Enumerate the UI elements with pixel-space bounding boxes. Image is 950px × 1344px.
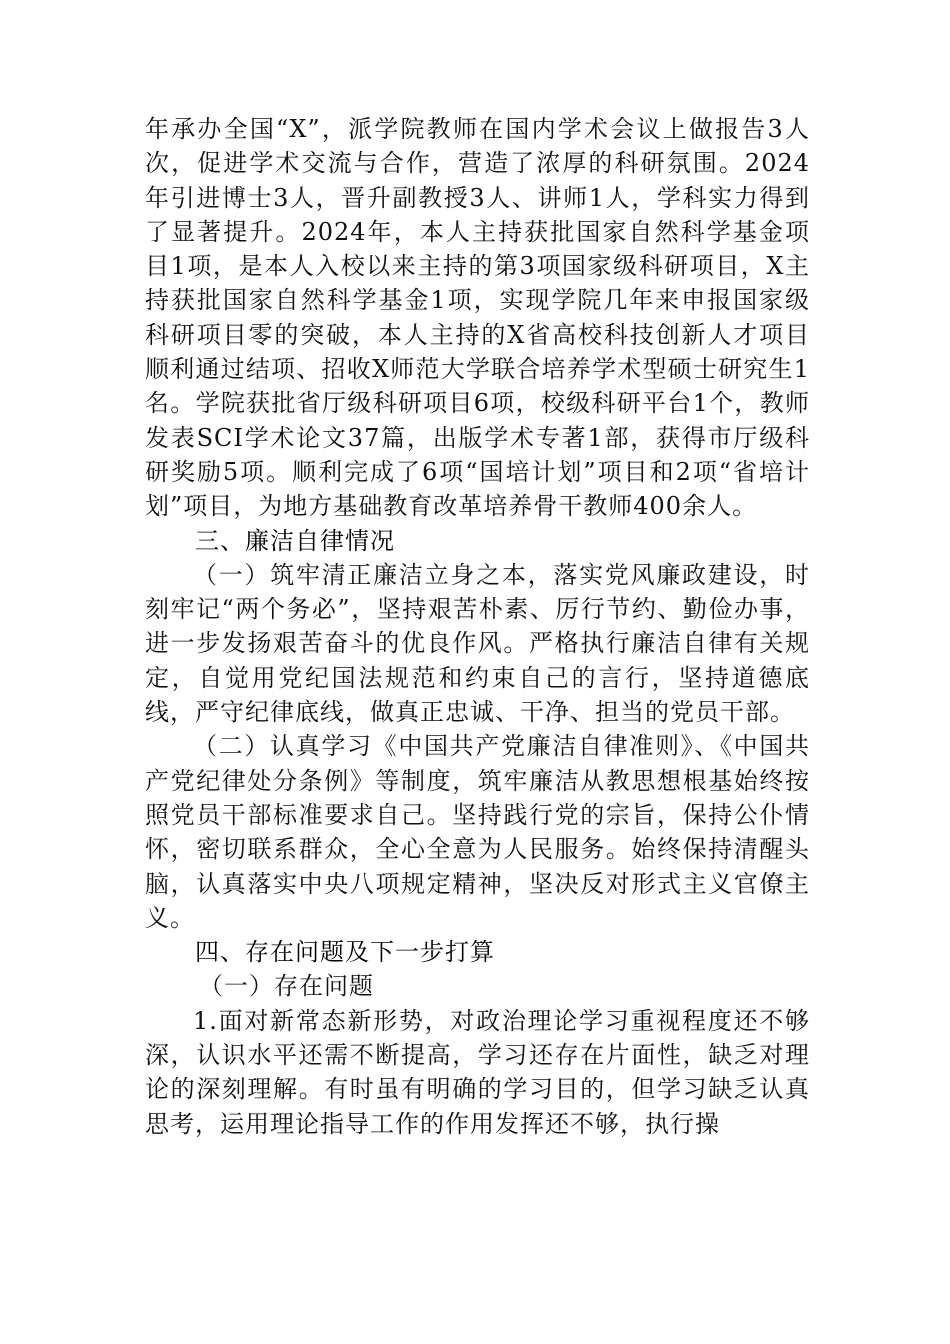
document-page [145, 112, 810, 1141]
section-heading-integrity: 三、廉洁自律情况 [195, 526, 395, 555]
paragraph-integrity-2: （二）认真学习《中国共产党廉洁自律准则》、《中国共产党纪律处分条例》等制度，筑牢廉洁从教思想根基始终按照党员干部标准要求自己。坚持践行党的宗旨，保持公仆情怀，密切联系群众，全心全意为人民服务。始终保持清醒头脑，认真落实中央八项规定精神，坚决反对形式主义官僚主义。 [145, 732, 810, 932]
paragraph-problem-1: 1.面对新常态新形势，对政治理论学习重视程度还不够深，认识水平还需不断提高，学习还存在片面性，缺乏对理论的深刻理解。有时虽有明确的学习目的，但学习缺乏认真思考，运用理论指导工作的作用发挥还不够，执行操 [145, 1006, 810, 1138]
subheading-existing-problems: （一）存在问题 [199, 972, 374, 1001]
paragraph-integrity-1: （一）筑牢清正廉洁立身之本，落实党风廉政建设，时刻牢记“两个务必”，坚持艰苦朴素、厉行节约、勤俭办事，进一步发扬艰苦奋斗的优良作风。严格执行廉洁自律有关规定，自觉用党纪国法规范和约束自己的言行，坚持道德底线，严守纪律底线，做真正忠诚、干净、担当的党员干部。 [145, 560, 810, 727]
section-heading-problems: 四、存在问题及下一步打算 [195, 938, 495, 967]
paragraph-research-achievements: 年承办全国“X”，派学院教师在国内学术会议上做报告3人次，促进学术交流与合作，营造了浓厚的科研氛围。2024年引进博士3人，晋升副教授3人、讲师1人，学科实力得到了显著提升。2024年，本人主持获批国家自然科学基金项目1项，是本人入校以来主持的第3项国家级科研项目，X主持获批国家自然科学基金1项，实现学院几年来申报国家级科研项目零的突破，本人主持的X省高校科技创新人才项目顺利通过结项、招收X师范大学联合培养学术型硕士研究生1名。学院获批省厅级科研项目6项，校级科研平台1个，教师发表SCI学术论文37篇，出版学术专著1部，获得市厅级科研奖励5项。顺利完成了6项“国培计划”项目和2项“省培计划”项目，为地方基础教育改革培养骨干教师400余人。 [145, 115, 810, 521]
